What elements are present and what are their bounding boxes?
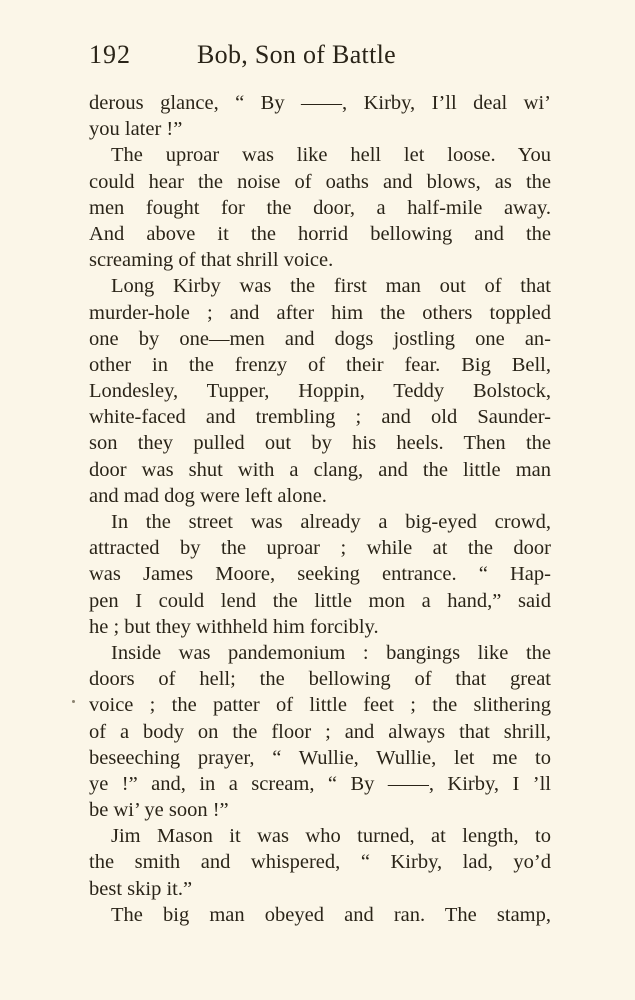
- text-line: murder-hole ; and after him the others toppled: [89, 301, 551, 324]
- text-line: the smith and whispered, “ Kirby, lad, yo’d: [89, 851, 551, 874]
- text-line: was James Moore, seeking entrance. “ Hap-: [89, 563, 551, 586]
- text-line: beseeching prayer, “ Wullie, Wullie, let me to: [89, 746, 551, 769]
- page-number: 192: [89, 40, 131, 69]
- running-title: Bob, Son of Battle: [197, 40, 396, 69]
- margin-speck: [72, 700, 75, 703]
- paragraph-first-line: Long Kirby was the first man out of that: [111, 275, 551, 298]
- text-line: best skip it.”: [89, 877, 193, 900]
- text-line: one by one—men and dogs jostling one an-: [89, 327, 551, 350]
- paragraph-first-line: Inside was pandemonium : bangings like the: [111, 641, 551, 664]
- paragraph-first-line: Jim Mason it was who turned, at length, to: [111, 825, 551, 848]
- text-line: ye !” and, in a scream, “ By ——, Kirby, I ’ll: [89, 772, 551, 795]
- text-line: and mad dog were left alone.: [89, 484, 327, 507]
- text-line: could hear the noise of oaths and blows, as the: [89, 170, 551, 193]
- paragraph-first-line: In the street was already a big-eyed crowd,: [111, 511, 551, 533]
- text-line: screaming of that shrill voice.: [89, 249, 334, 272]
- text-line: door was shut with a clang, and the little man: [89, 458, 551, 481]
- text-line: men fought for the door, a half-mile away.: [89, 196, 551, 219]
- paragraph-first-line: The uproar was like hell let loose. You: [111, 144, 551, 167]
- text-line: other in the frenzy of their fear. Big Bell,: [89, 353, 551, 376]
- body-text: [89, 90, 551, 928]
- text-line: pen I could lend the little mon a hand,” said: [89, 589, 551, 612]
- text-line: white-faced and trembling ; and old Saunder-: [89, 406, 551, 429]
- text-line: Londesley, Tupper, Hoppin, Teddy Bolstock,: [89, 380, 551, 403]
- text-line: doors of hell; the bellowing of that great: [89, 668, 551, 691]
- text-line: you later !”: [89, 118, 183, 141]
- text-line: son they pulled out by his heels. Then the: [89, 432, 551, 455]
- text-line: derous glance, “ By ——, Kirby, I’ll deal wi’: [89, 92, 551, 114]
- page-header: [89, 40, 559, 76]
- text-line: And above it the horrid bellowing and the: [89, 222, 551, 245]
- text-line: attracted by the uproar ; while at the door: [89, 537, 551, 560]
- paragraph-first-line: The big man obeyed and ran. The stamp,: [111, 903, 551, 926]
- text-line: be wi’ ye soon !”: [89, 799, 229, 822]
- text-line: voice ; the patter of little feet ; the slithering: [89, 694, 551, 717]
- text-line: of a body on the floor ; and always that shrill,: [89, 720, 551, 743]
- text-line: he ; but they withheld him forcibly.: [89, 615, 379, 638]
